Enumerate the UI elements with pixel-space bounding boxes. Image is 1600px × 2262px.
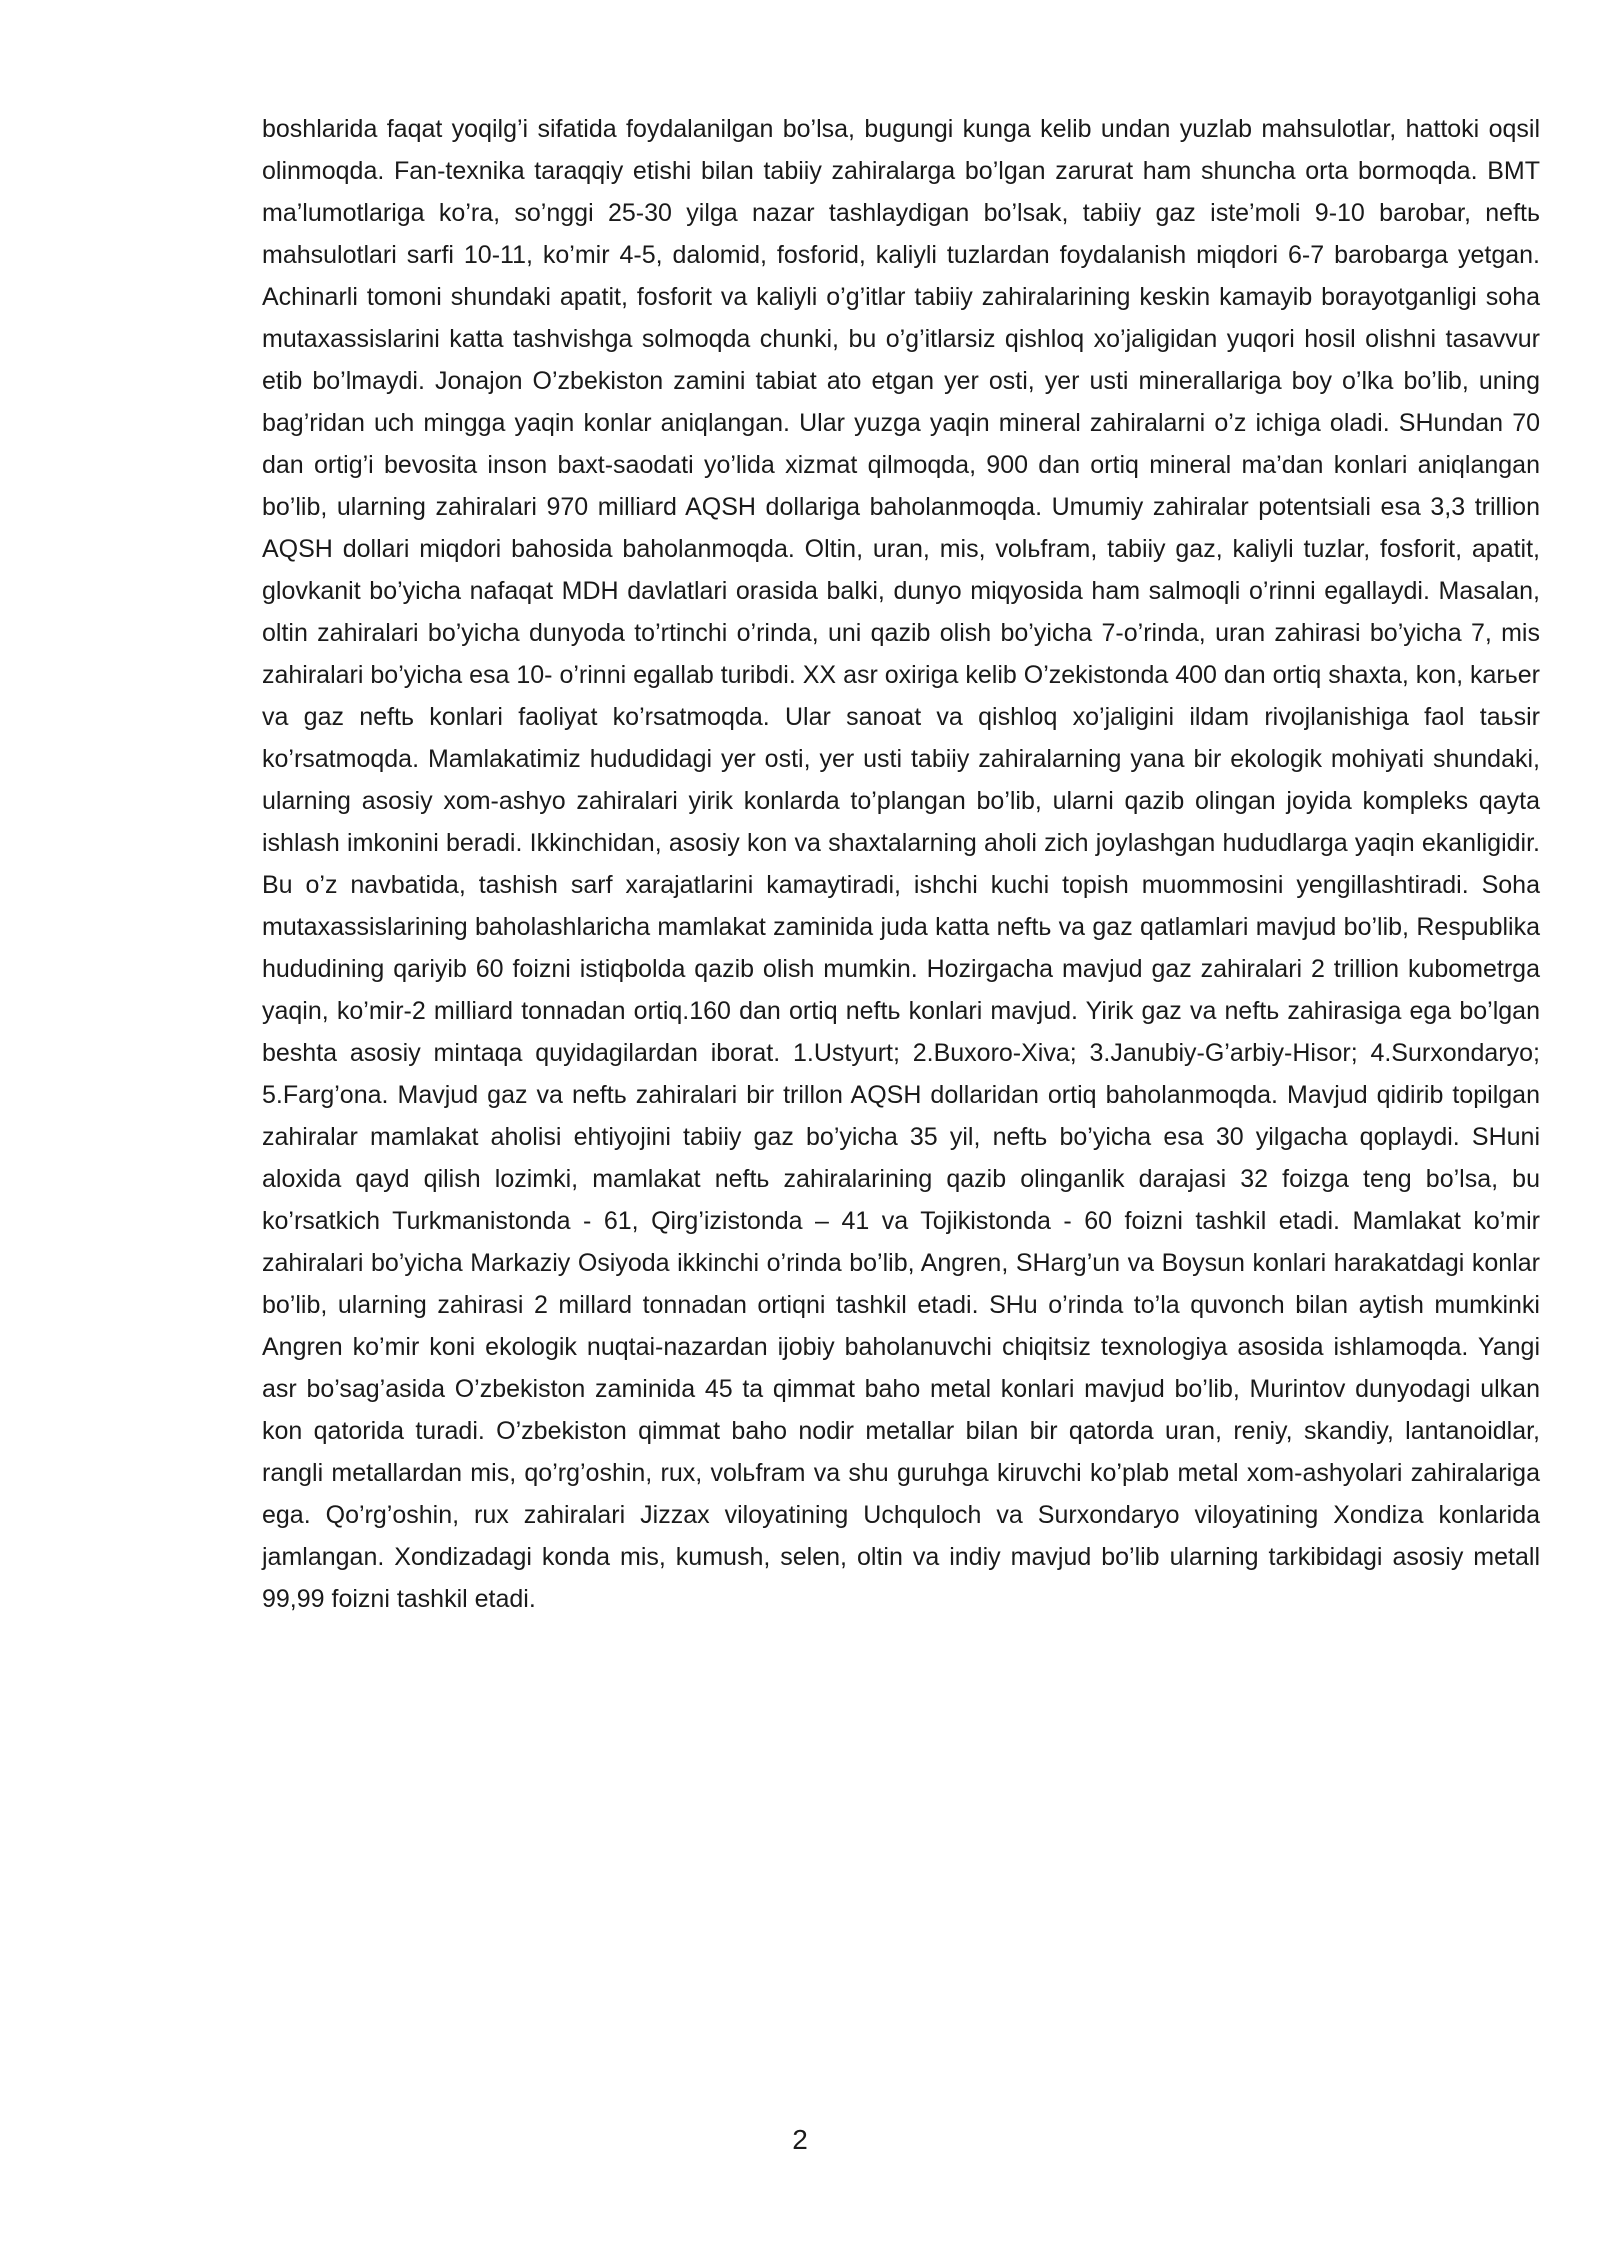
page-number: 2 <box>792 2124 808 2155</box>
body-paragraph: boshlarida faqat yoqilg’i sifatida foydalanilgan bo’lsa, bugungi kunga kelib undan yuzlab mahsulotlar, hattoki oqsil olinmoqda. Fan-texnika taraqqiy etishi bilan tabiiy zahiralarga bo’lgan zarurat ham shuncha orta bormoqda. BMT ma’lumotlariga ko’ra, so’nggi 25-30 yilga nazar tashlaydigan bo’lsak, tabiiy gaz iste’moli 9-10 barobar, neftь mahsulotlari sarfi 10-11, ko’mir 4-5, dalomid, fosforid, kaliyli tuzlardan foydalanish miqdori 6-7 barobarga yetgan. Achinarli tomoni shundaki apatit, fosforit va kaliyli o’g’itlar tabiiy zahiralarining keskin kamayib borayotganligi soha mutaxassislarini katta tashvishga solmoqda chunki, bu o’g’itlarsiz qishloq xo’jaligidan yuqori hosil olishni tasavvur etib bo’lmaydi. Jonajon O’zbekiston zamini tabiat ato etgan yer osti, yer usti minerallariga boy o’lka bo’lib, uning bag’ridan uch mingga yaqin konlar aniqlangan. Ular yuzga yaqin mineral zahiralarni o’z ichiga oladi. SHundan 70 dan ortig’i bevosita inson baxt-saodati yo’lida xizmat qilmoqda, 900 dan ortiq mineral ma’dan konlari aniqlangan bo’lib, ularning zahiralari 970 milliard AQSH dollariga baholanmoqda. Umumiy zahiralar potentsiali esa 3,3 trillion AQSH dollari miqdori bahosida baholanmoqda. Oltin, uran, mis, volьfram, tabiiy gaz, kaliyli tuzlar, fosforit, apatit, glovkanit bo’yicha nafaqat MDH davlatlari orasida balki, dunyo miqyosida ham salmoqli o’rinni egallaydi. Masalan, oltin zahiralari bo’yicha dunyoda to’rtinchi o’rinda, uni qazib olish bo’yicha 7-o’rinda, uran zahirasi bo’yicha 7, mis zahiralari bo’yicha esa 10- o’rinni egallab turibdi. XX asr oxiriga kelib O’zekistonda 400 dan ortiq shaxta, kon, karьer va gaz neftь konlari faoliyat ko’rsatmoqda. Ular sanoat va qishloq xo’jaligini ildam rivojlanishiga faol taьsir ko’rsatmoqda. Mamlakatimiz hududidagi yer osti, yer usti tabiiy zahiralarning yana bir ekologik mohiyati shundaki, ularning asosiy xom-ashyo zahiralari yirik konlarda to’plangan bo’lib, ularni qazib olingan joyida kompleks qayta ishlash imkonini beradi. Ikkinchidan, asosiy kon va shaxtalarning aholi zich joylashgan hududlarga yaqin ekanligidir. Bu o’z navbatida, tashish sarf xarajatlarini kamaytiradi, ishchi kuchi topish muommosini yengillashtiradi. Soha mutaxassislarining baholashlaricha mamlakat zaminida juda katta neftь va gaz qatlamlari mavjud bo’lib, Respublika hududining qariyib 60 foizni istiqbolda qazib olish mumkin. Hozirgacha mavjud gaz zahiralari 2 trillion kubometrga yaqin, ko’mir-2 milliard tonnadan ortiq.160 dan ortiq neftь konlari mavjud. Yirik gaz va neftь zahirasiga ega bo’lgan beshta asosiy mintaqa quyidagilardan iborat. 1.Ustyurt; 2.Buxoro-Xiva; 3.Janubiy-G’arbiy-Hisor; 4.Surxondaryo; 5.Farg’ona. Mavjud gaz va neftь zahiralari bir trillon AQSH dollaridan ortiq baholanmoqda. Mavjud qidirib topilgan zahiralar mamlakat aholisi ehtiyojini tabiiy gaz bo’yicha 35 yil, neftь bo’yicha esa 30 yilgacha qoplaydi. SHuni aloxida qayd qilish lozimki, mamlakat neftь zahiralarining qazib olinganlik darajasi 32 foizga teng bo’lsa, bu ko’rsatkich Turkmanistonda - 61, Qirg’izistonda – 41 va Tojikistonda - 60 foizni tashkil etadi. Mamlakat ko’mir zahiralari bo’yicha Markaziy Osiyoda ikkinchi o’rinda bo’lib, Angren, SHarg’un va Boysun konlari harakatdagi konlar bo’lib, ularning zahirasi 2 millard tonnadan ortiqni tashkil etadi. SHu o’rinda to’la quvonch bilan aytish mumkinki Angren ko’mir koni ekologik nuqtai-nazardan ijobiy baholanuvchi chiqitsiz texnologiya asosida ishlamoqda. Yangi asr bo’sag’asida O’zbekiston zaminida 45 ta qimmat baho metal konlari mavjud bo’lib, Murintov dunyodagi ulkan kon qatorida turadi. O’zbekiston qimmat baho nodir metallar bilan bir qatorda uran, reniy, skandiy, lantanoidlar, rangli metallardan mis, qo’rg’oshin, rux, volьfram va shu guruhga kiruvchi ko’plab metal xom-ashyolari zahiralariga ega. Qo’rg’oshin, rux zahiralari Jizzax viloyatining Uchquloch va Surxondaryo viloyatining Xondiza konlarida jamlangan. Xondizadagi konda mis, kumush, selen, oltin va indiy mavjud bo’lib ularning tarkibidagi asosiy metall 99,99 foizni tashkil etadi. <box>262 115 1540 1613</box>
